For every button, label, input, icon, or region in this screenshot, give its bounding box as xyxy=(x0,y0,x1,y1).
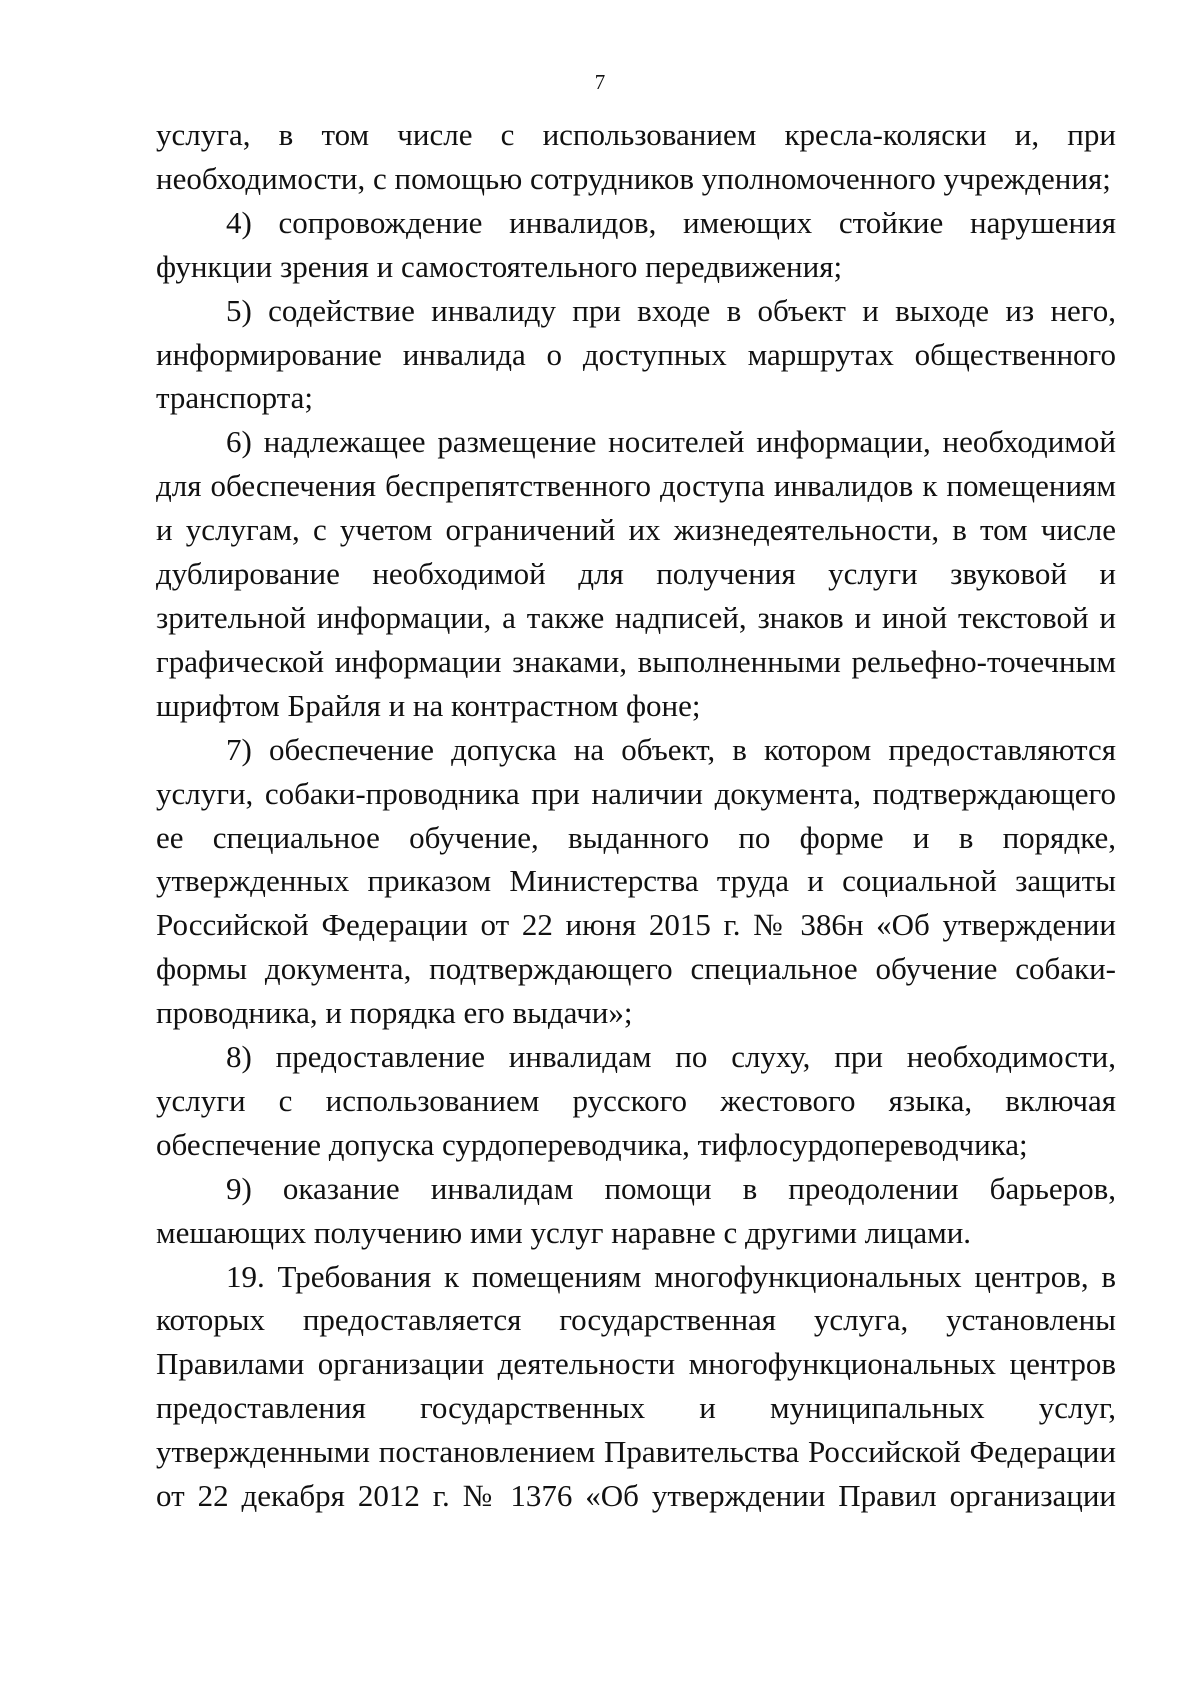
paragraph-item-6: 6) надлежащее размещение носителей информации, необходимой для обеспечения беспрепятственного доступа инвалидов к помещениям и услугам, с учетом ограничений их жизнедеятельности, в том числе дублирование необходимой для получения услуги звуковой и зрительной информации, а также надписей, знаков и иной текстовой и графической информации знаками, выполненными рельефно-точечным шрифтом Брайля и на контрастном фоне; xyxy=(156,424,1116,723)
paragraph-item-8: 8) предоставление инвалидам по слуху, при необходимости, услуги с использованием русского жестового языка, включая обеспечение допуска сурдопереводчика, тифлосурдопереводчика; xyxy=(156,1039,1116,1162)
page-number: 7 xyxy=(594,70,606,94)
paragraph-item-4: 4) сопровождение инвалидов, имеющих стойкие нарушения функции зрения и самостоятельного передвижения; xyxy=(156,204,1116,284)
paragraph-continuation: услуга, в том числе с использованием кресла-коляски и, при необходимости, с помощью сотрудников уполномоченного учреждения; xyxy=(156,117,1116,196)
paragraph-section-19: 19. Требования к помещениям многофункциональных центров, в которых предоставляется государственная услуга, установлены Правилами организации деятельности многофункциональных центров предоставления государственных и муниципальных услуг, утвержденными постановлением Правительства Российской Федерации от 22 декабря 2012 г. № 1376 «Об утверждении Правил организации xyxy=(156,1258,1116,1514)
document-body xyxy=(156,113,1116,1518)
paragraph-item-7: 7) обеспечение допуска на объект, в котором предоставляются услуги, собаки-проводника при наличии документа, подтверждающего ее специальное обучение, выданного по форме и в порядке, утвержденных приказом Министерства труда и социальной защиты Российской Федерации от 22 июня 2015 г. № 386н «Об утверждении формы документа, подтверждающего специальное обучение собаки-проводника, и порядка его выдачи»; xyxy=(156,731,1116,1031)
paragraph-item-9: 9) оказание инвалидам помощи в преодолении барьеров, мешающих получению ими услуг наравне с другими лицами. xyxy=(156,1170,1116,1250)
paragraph-item-5: 5) содействие инвалиду при входе в объект и выходе из него, информирование инвалида о доступных маршрутах общественного транспорта; xyxy=(156,292,1116,416)
